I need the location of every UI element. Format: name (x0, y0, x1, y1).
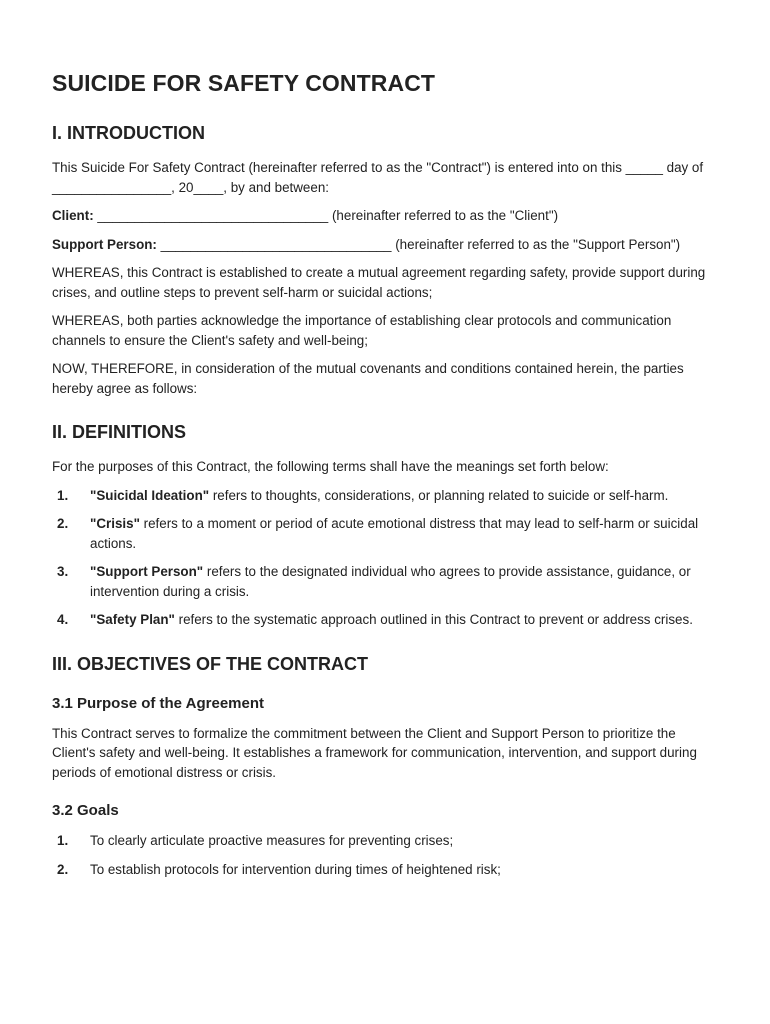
definition-item (52, 610, 718, 630)
whereas-paragraph-1: WHEREAS, this Contract is established to create a mutual agreement regarding safety, provide support during crises, and outline steps to prevent self-harm or suicidal actions; (52, 265, 706, 300)
definition-number: 1. (57, 487, 69, 503)
whereas-paragraph-2: WHEREAS, both parties acknowledge the importance of establishing clear protocols and communication channels to ensure the Client's safety and well-being; (52, 313, 672, 348)
definitions-list (52, 486, 718, 630)
goal-item (52, 831, 718, 851)
definition-item (52, 486, 718, 506)
definition-number: 2. (57, 516, 69, 531)
definition-number: 3. (57, 564, 69, 579)
goals-list (52, 831, 718, 879)
definition-item (52, 514, 718, 553)
section-introduction (52, 123, 718, 398)
goal-number: 2. (57, 861, 69, 877)
goal-item (52, 860, 718, 880)
client-label: Client: (52, 208, 94, 223)
definitions-heading: II. DEFINITIONS (52, 422, 187, 442)
support-person-label: Support Person: (52, 236, 157, 252)
definition-text: refers to the systematic approach outlined in this Contract to prevent or address crises. (174, 612, 693, 627)
goal-text: To establish protocols for intervention during times of heightened risk; (90, 861, 501, 877)
purpose-paragraph: This Contract serves to formalize the commitment between the Client and Support Person to prioritize the Client's safety and well-being. It establishes a framework for communication, intervention, and support during periods of emotional distress or crisis. (52, 725, 697, 780)
goal-number: 1. (57, 833, 69, 848)
definition-number: 4. (57, 612, 69, 627)
now-therefore-paragraph: NOW, THEREFORE, in consideration of the mutual covenants and conditions contained herein, the parties hereby agree as follows: (52, 361, 684, 396)
intro-paragraph: This Suicide For Safety Contract (hereinafter referred to as the "Contract") is entered into on this _____ day of ________________, 20____, by and between: (52, 160, 704, 195)
definitions-lead: For the purposes of this Contract, the following terms shall have the meanings set forth below: (52, 459, 609, 474)
definition-text: refers to the designated individual who agrees to provide assistance, guidance, or intervention during a crisis. (90, 564, 691, 599)
document-title: SUICIDE FOR SAFETY CONTRACT (52, 70, 436, 96)
definition-term: "Support Person" (90, 564, 204, 579)
definition-term: "Suicidal Ideation" (90, 487, 210, 503)
definition-term: "Safety Plan" (90, 612, 175, 627)
goal-text: To clearly articulate proactive measures for preventing crises; (90, 833, 454, 848)
definition-term: "Crisis" (90, 516, 140, 531)
section-objectives (52, 654, 718, 880)
purpose-heading: 3.1 Purpose of the Agreement (52, 694, 264, 712)
client-line (52, 206, 718, 226)
client-text: _______________________________ (hereinafter referred to as the "Client") (93, 208, 559, 223)
definition-item (52, 562, 718, 601)
goals-heading: 3.2 Goals (52, 802, 119, 819)
objectives-heading: III. OBJECTIVES OF THE CONTRACT (52, 653, 369, 674)
definition-text: refers to thoughts, considerations, or planning related to suicide or self-harm. (209, 487, 669, 503)
section-definitions (52, 422, 718, 630)
support-person-line (52, 235, 718, 255)
support-person-text: _______________________________ (hereinafter referred to as the "Support Person") (156, 236, 681, 252)
intro-heading: I. INTRODUCTION (52, 123, 205, 143)
definition-text: refers to a moment or period of acute emotional distress that may lead to self-harm or suicidal actions. (90, 516, 699, 551)
